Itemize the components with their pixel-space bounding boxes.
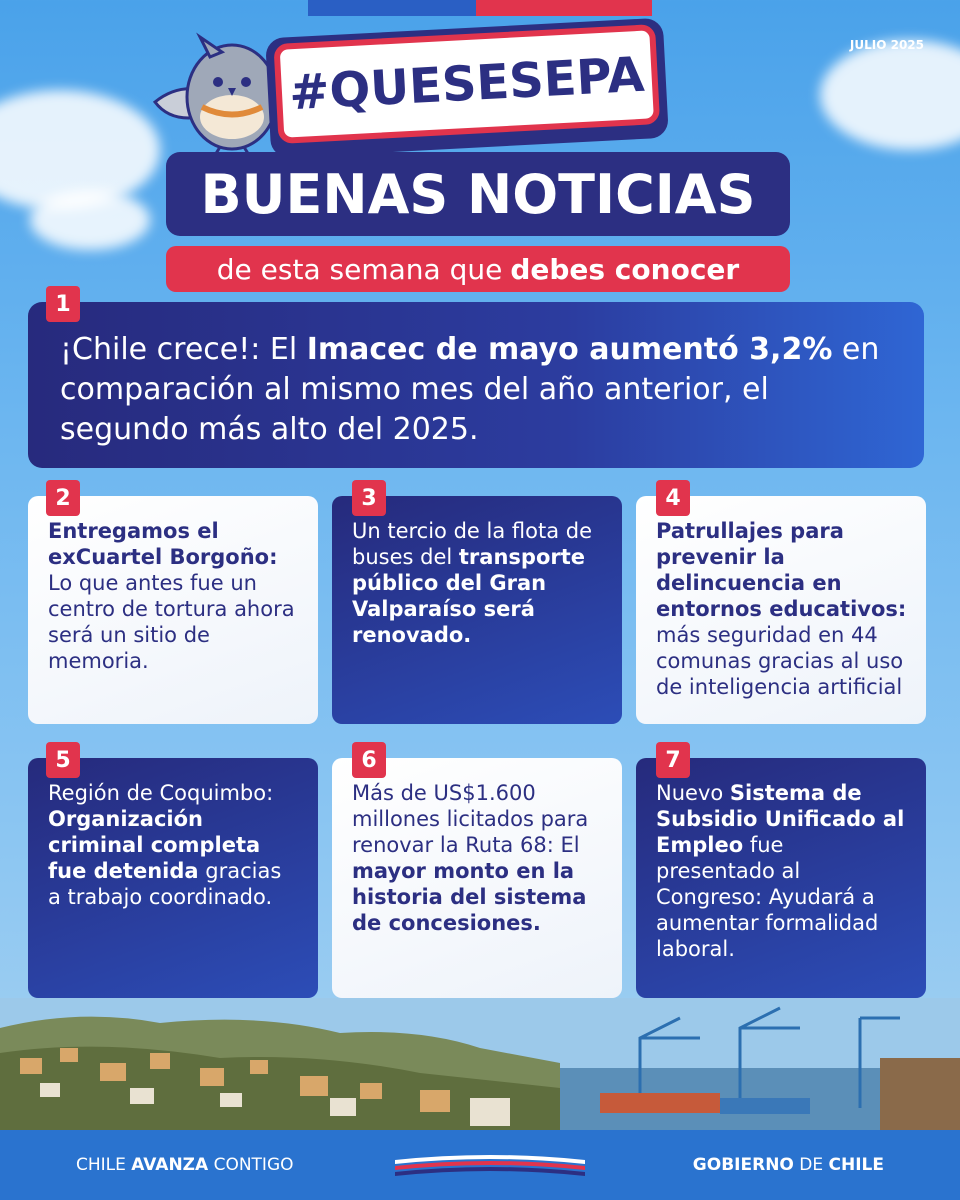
footer-slogan bbox=[76, 1155, 294, 1175]
hashtag-badge bbox=[265, 18, 669, 159]
footer-government-bold-1: GOBIERNO bbox=[692, 1155, 794, 1175]
news-card-2 bbox=[28, 496, 318, 724]
news-card-4 bbox=[636, 496, 926, 724]
news-7-bold: Sistema de Subsidio Unificado al Empleo bbox=[656, 781, 905, 857]
news-7-text: Nuevo bbox=[656, 781, 730, 805]
news-3-number-badge: 3 bbox=[352, 480, 386, 516]
news-7-text-2: fue presentado al Congreso: Ayudará a aumentar formalidad laboral. bbox=[656, 833, 879, 961]
news-3-text: Un tercio de la flota de buses del bbox=[352, 519, 592, 569]
subtitle-box bbox=[166, 246, 790, 292]
flag-strip-blue bbox=[308, 0, 476, 16]
news-1-text-2: en comparación al mismo mes del año anterior, el segundo más alto del 2025. bbox=[60, 332, 880, 447]
hashtag-text: #QUESESEPA bbox=[287, 46, 646, 122]
cloud-right bbox=[820, 40, 960, 150]
footer-government-bold-2: CHILE bbox=[828, 1155, 884, 1175]
news-7-number-badge: 7 bbox=[656, 742, 690, 778]
news-1-text: ¡Chile crece!: El bbox=[60, 332, 307, 367]
footer-government bbox=[693, 1155, 884, 1175]
news-1-bold: Imacec de mayo aumentó 3,2% bbox=[306, 332, 833, 367]
news-6-number-badge: 6 bbox=[352, 742, 386, 778]
news-5-text: Región de Coquimbo: bbox=[48, 781, 274, 805]
hashtag-inner bbox=[273, 24, 660, 144]
news-card-1 bbox=[28, 302, 924, 468]
news-6-text: Más de US$1.600 millones licitados para renovar la Ruta 68: El bbox=[352, 781, 589, 857]
news-3-bold: transporte público del Gran Valparaíso será renovado. bbox=[352, 545, 586, 647]
footer-slogan-1: CHILE bbox=[76, 1155, 132, 1175]
date-label: JULIO 2025 bbox=[849, 38, 924, 52]
footer-slogan-bold: AVANZA bbox=[131, 1155, 209, 1175]
main-title-box bbox=[166, 152, 790, 236]
news-5-text-2: gracias a trabajo coordinado. bbox=[48, 859, 282, 909]
news-4-bold: Patrullajes para prevenir la delincuencia en entornos educativos: bbox=[656, 519, 907, 621]
subtitle-bold: debes conocer bbox=[510, 252, 740, 286]
news-2-number-badge: 2 bbox=[46, 480, 80, 516]
news-2-bold: Entregamos el exCuartel Borgoño: bbox=[48, 519, 278, 569]
news-card-5 bbox=[28, 758, 318, 998]
footer-bar bbox=[0, 1130, 960, 1200]
flag-swoosh-icon bbox=[395, 1150, 585, 1180]
news-1-number-badge: 1 bbox=[46, 286, 80, 322]
flag-strip-red bbox=[476, 0, 652, 16]
subtitle-regular: de esta semana que bbox=[216, 252, 503, 286]
news-4-text: más seguridad en 44 comunas gracias al uso de inteligencia artificial bbox=[656, 623, 904, 699]
footer-slogan-2: CONTIGO bbox=[208, 1155, 294, 1175]
news-card-7 bbox=[636, 758, 926, 998]
footer-government-regular: DE bbox=[793, 1155, 829, 1175]
valparaiso-cityscape-image bbox=[0, 998, 960, 1130]
cloud-small bbox=[30, 190, 150, 250]
news-5-bold: Organización criminal completa fue detenida bbox=[48, 807, 261, 883]
news-card-3 bbox=[332, 496, 622, 724]
news-2-text: Lo que antes fue un centro de tortura ahora será un sitio de memoria. bbox=[48, 571, 295, 673]
main-title: BUENAS NOTICIAS bbox=[200, 162, 756, 226]
news-card-6 bbox=[332, 758, 622, 998]
news-5-number-badge: 5 bbox=[46, 742, 80, 778]
news-6-bold: mayor monto en la historia del sistema de concesiones. bbox=[352, 859, 587, 935]
news-4-number-badge: 4 bbox=[656, 480, 690, 516]
